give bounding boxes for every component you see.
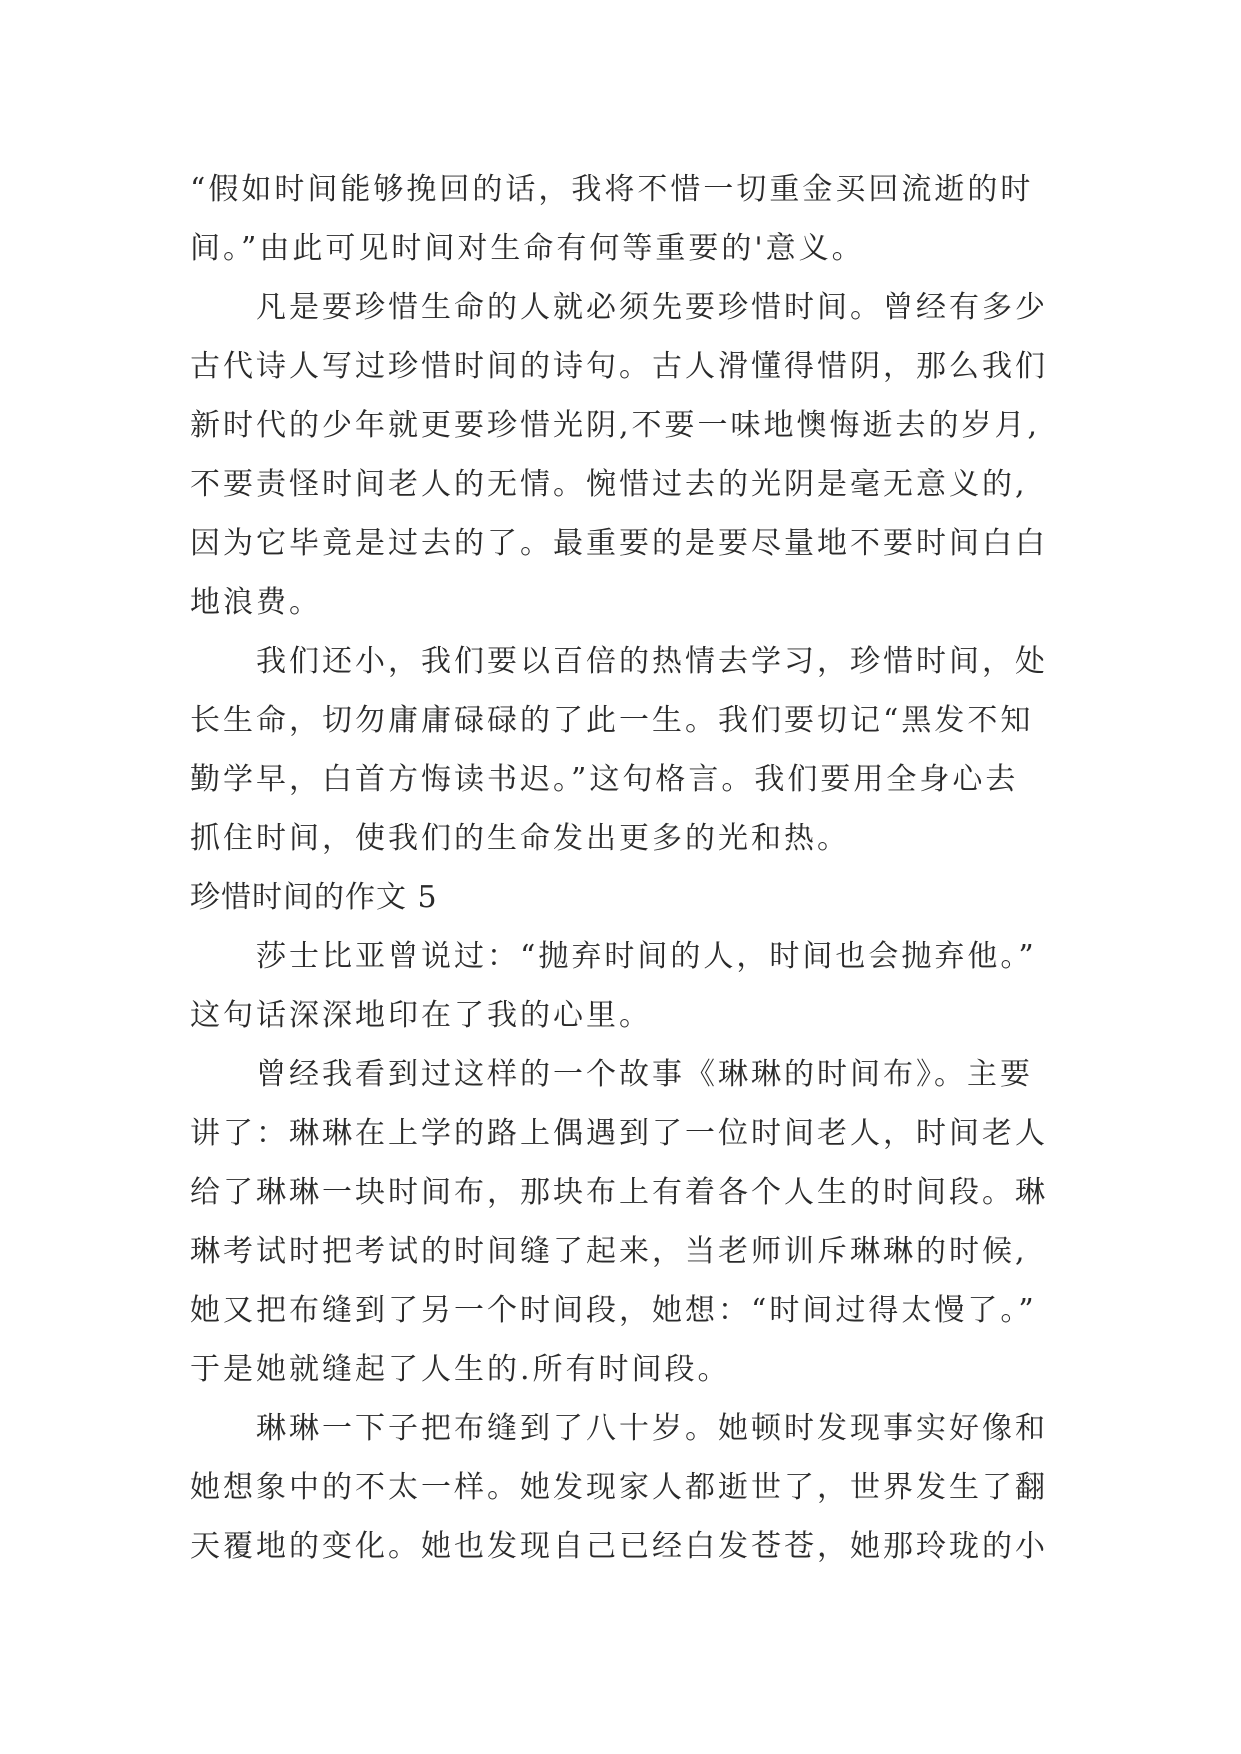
text-line: 琳考试时把考试的时间缝了起来，当老师训斥琳琳的时候, [190, 1234, 1028, 1269]
text-line: 她想象中的不太一样。她发现家人都逝世了，世界发生了翻 [190, 1470, 1048, 1505]
paragraph-start-line: 凡是要珍惜生命的人就必须先要珍惜时间。曾经有多少 [256, 290, 1048, 325]
section-heading: 珍惜时间的作文 5 [190, 880, 438, 915]
text-line: 抓住时间，使我们的生命发出更多的光和热。 [190, 821, 850, 856]
text-line: 新时代的少年就更要珍惜光阴,不要一味地懊悔逝去的岁月, [190, 408, 1041, 443]
text-line: 长生命，切勿庸庸碌碌的了此一生。我们要切记“黑发不知 [190, 703, 1034, 738]
paragraph-start-line: 莎士比亚曾说过：“抛弃时间的人，时间也会抛弃他。” [256, 939, 1037, 974]
paragraph-start-line: 琳琳一下子把布缝到了八十岁。她顿时发现事实好像和 [256, 1411, 1048, 1446]
text-line: 古代诗人写过珍惜时间的诗句。古人滑懂得惜阴，那么我们 [190, 349, 1048, 384]
text-line: 于是她就缝起了人生的.所有时间段。 [190, 1352, 731, 1387]
text-line: 这句话深深地印在了我的心里。 [190, 998, 652, 1033]
text-line: 她又把布缝到了另一个时间段，她想：“时间过得太慢了。” [190, 1293, 1037, 1328]
text-line: “假如时间能够挽回的话，我将不惜一切重金买回流逝的时 [190, 172, 1034, 207]
text-line: 因为它毕竟是过去的了。最重要的是要尽量地不要时间白白 [190, 526, 1048, 561]
text-line: 勤学早，白首方悔读书迟。”这句格言。我们要用全身心去 [190, 762, 1019, 797]
document-body [190, 160, 1062, 1576]
text-line: 不要责怪时间老人的无情。惋惜过去的光阴是毫无意义的, [190, 467, 1028, 502]
paragraph-start-line: 曾经我看到过这样的一个故事《琳琳的时间布》。主要 [256, 1057, 1033, 1092]
text-line: 地浪费。 [190, 585, 322, 620]
text-line: 间。”由此可见时间对生命有何等重要的'意义。 [190, 231, 865, 266]
paragraph-start-line: 我们还小，我们要以百倍的热情去学习，珍惜时间，处 [256, 644, 1048, 679]
text-line: 给了琳琳一块时间布，那块布上有着各个人生的时间段。琳 [190, 1175, 1048, 1210]
text-line: 讲了：琳琳在上学的路上偶遇到了一位时间老人，时间老人 [190, 1116, 1048, 1151]
text-line: 天覆地的变化。她也发现自己已经白发苍苍，她那玲珑的小 [190, 1529, 1048, 1564]
